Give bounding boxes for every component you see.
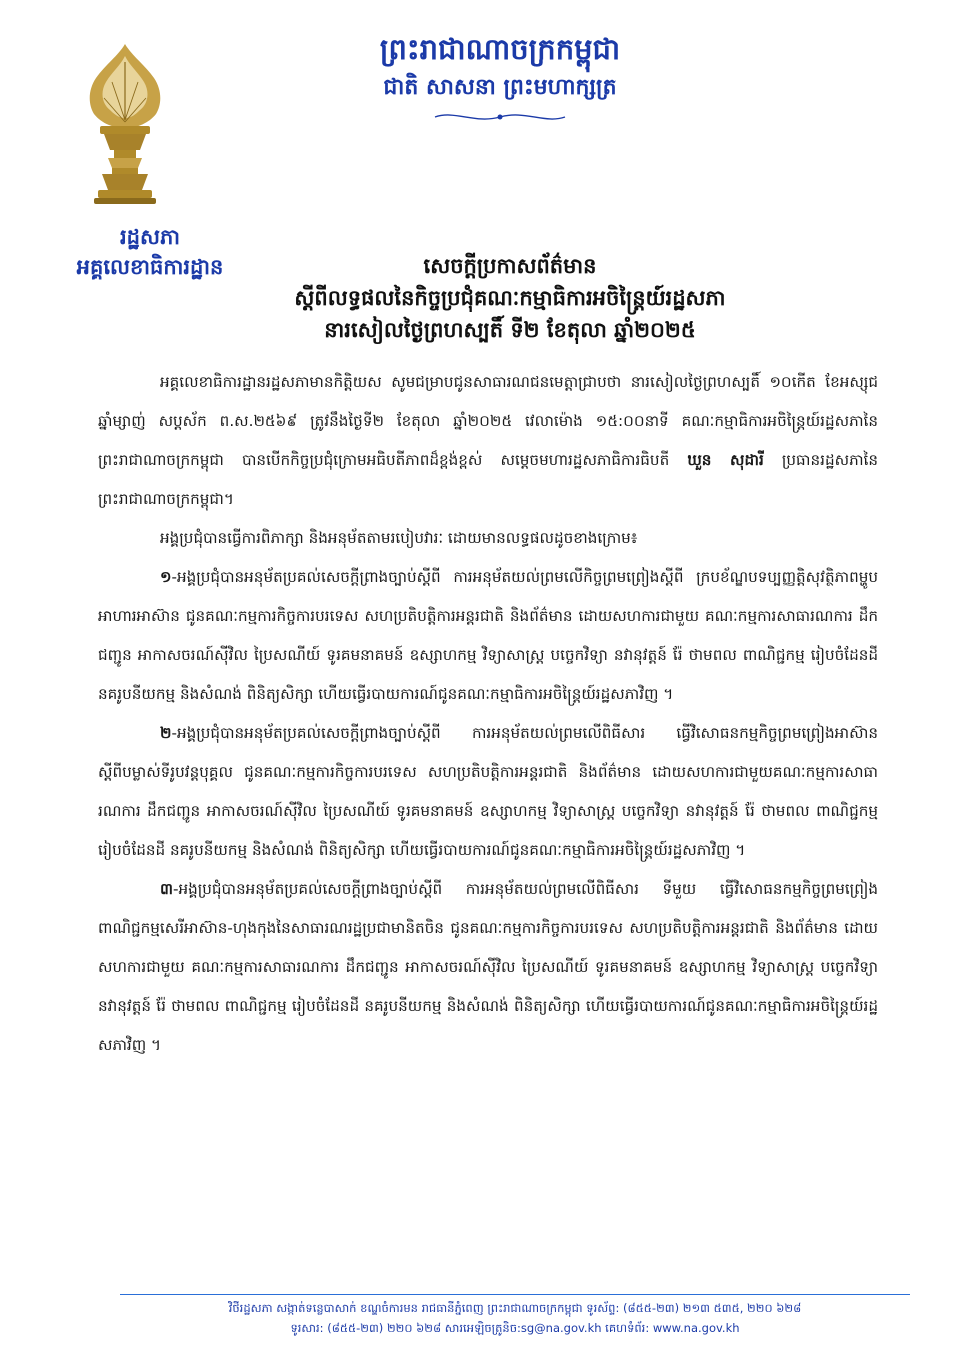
item-1-paragraph — [98, 558, 878, 714]
title-line3: នារសៀលថ្ងៃព្រហស្បតិ៍ ទី២ ខែតុលា ឆ្នាំ២០២៥ — [324, 318, 696, 342]
intro-end-text: ប្រធានរដ្ឋសភានៃព្រះរាជាណាចក្រកម្ពុជា។ — [98, 451, 878, 508]
announcement-body — [98, 363, 878, 1065]
intro-paragraph — [98, 363, 878, 519]
president-name: ឃួន សុដារី — [687, 451, 764, 469]
item-3-number: ៣ — [160, 880, 173, 898]
item-3-text: -អង្គប្រជុំបានអនុម័តប្រគល់សេចក្តីព្រាងច្បាប់ស្តីពី ការអនុម័តយល់ព្រមលើពិធីសារ ទីមួយ ធ្វើវិសោធនកម្មកិច្ចព្រមព្រៀងពាណិជ្ជកម្មសេរីអាស៊ាន-ហុងកុងនៃសាធារណរដ្ឋប្រជាមានិតចិន ជូនគណៈកម្មការកិច្ចការបរទេស សហប្រតិបត្តិការអន្តរជាតិ និងព័ត៌មាន ដោយសហការជាមួយ គណៈកម្មការសាធារណការ ដឹកជញ្ជូន អាកាសចរណ៍ស៊ីវិល ប្រៃសណីយ៍ ទូរគមនាគមន៍ ឧស្សាហកម្ម វិទ្យាសាស្ត្រ បច្ចេកវិទ្យា នវានុវត្តន៍ រ៉ែ ថាមពល ពាណិជ្ជកម្ម រៀបចំដែនដី នគរូបនីយកម្ម និងសំណង់ ពិនិត្យសិក្សា ហើយធ្វើរបាយការណ៍ជូនគណៈកម្មាធិការអចិន្ត្រៃយ៍រដ្ឋសភាវិញ ។ — [98, 880, 878, 1054]
item-2-paragraph — [98, 714, 878, 870]
department-block — [50, 222, 250, 282]
intro-text: អគ្គលេខាធិការដ្ឋានរដ្ឋសភាមានកិត្តិយស សូមជម្រាបជូនសាធារណជនមេត្តាជ្រាបថា នារសៀលថ្ងៃព្រហស្បតិ៍ ១០កើត ខែអស្សុជ ឆ្នាំម្សាញ់ សប្តស័ក ព.ស.២៥៦៩ ត្រូវនឹងថ្ងៃទី២ ខែតុលា ឆ្នាំ២០២៥ វេលាម៉ោង ១៥:០០នាទី គណៈកម្មាធិការអចិន្ត្រៃយ៍រដ្ឋសភានៃព្រះរាជាណាចក្រកម្ពុជា បានបើកកិច្ចប្រជុំក្រោមអធិបតីភាពដ៏ខ្ពង់ខ្ពស់ សម្តេចមហារដ្ឋសភាធិការធិបតី — [98, 373, 878, 469]
footer-divider — [120, 1294, 910, 1295]
ornament-divider-icon — [425, 110, 575, 124]
footer-address: វិថីរដ្ឋសភា សង្កាត់ទន្លេបាសាក់ ខណ្ឌចំការមន រាជធានីភ្នំពេញ ព្រះរាជាណាចក្រកម្ពុជា ទូរស័ព្ទ: (៨៥៥-២៣) ២១៣ ៥៣៥, ២២០ ៦២៨ — [228, 1301, 802, 1315]
footer-contacts: ទូរសារ: (៨៥៥-២៣) ២២០ ៦២៨ សារអេឡិចត្រូនិច:sg@na.gov.kh គេហទំព័រ: www.na.gov.kh — [290, 1321, 740, 1335]
kingdom-heading — [250, 28, 750, 128]
title-line1: សេចក្តីប្រកាសព័ត៌មាន — [423, 254, 597, 278]
footer-contact — [120, 1298, 910, 1338]
item-1-text: -អង្គប្រជុំបានអនុម័តប្រគល់សេចក្តីព្រាងច្បាប់ស្តីពី ការអនុម័តយល់ព្រមលើកិច្ចព្រមព្រៀងស្តីពី ក្របខ័ណ្ឌបទប្បញ្ញត្តិសុវត្ថិភាពម្ហូបអាហារអាស៊ាន ជូនគណៈកម្មការកិច្ចការបរទេស សហប្រតិបត្តិការអន្តរជាតិ និងព័ត៌មាន ដោយសហការជាមួយ គណៈកម្មការសាធារណការ ដឹកជញ្ជូន អាកាសចរណ៍ស៊ីវិល ប្រៃសណីយ៍ ទូរគមនាគមន៍ ឧស្សាហកម្ម វិទ្យាសាស្ត្រ បច្ចេកវិទ្យា នវានុវត្តន៍ រ៉ែ ថាមពល ពាណិជ្ជកម្ម រៀបចំដែនដី នគរូបនីយកម្ម និងសំណង់ ពិនិត្យសិក្សា ហើយធ្វើរបាយការណ៍ជូនគណៈកម្មាធិការអចិន្ត្រៃយ៍រដ្ឋសភាវិញ ។ — [98, 568, 878, 703]
item-2-text: -អង្គប្រជុំបានអនុម័តប្រគល់សេចក្តីព្រាងច្បាប់ស្តីពី ការអនុម័តយល់ព្រមលើពិធីសារ ធ្វើវិសោធនកម្មកិច្ចព្រមព្រៀងអាស៊ានស្តីពីបម្លាស់ទីរូបវន្តបុគ្គល ជូនគណៈកម្មការកិច្ចការបរទេស សហប្រតិបត្តិការអន្តរជាតិ និងព័ត៌មាន ដោយសហការជាមួយគណៈកម្មការសាធារណការ ដឹកជញ្ជូន អាកាសចរណ៍ស៊ីវិល ប្រៃសណីយ៍ ទូរគមនាគមន៍ ឧស្សាហកម្ម វិទ្យាសាស្ត្រ បច្ចេកវិទ្យា នវានុវត្តន៍ រ៉ែ ថាមពល ពាណិជ្ជកម្ម រៀបចំដែនដី នគរូបនីយកម្ម និងសំណង់ ពិនិត្យសិក្សា ហើយធ្វើរបាយការណ៍ជូនគណៈកម្មាធិការអចិន្ត្រៃយ៍រដ្ឋសភាវិញ ។ — [98, 724, 878, 859]
item-2-number: ២ — [160, 724, 172, 742]
kingdom-name: ព្រះរាជាណាចក្រកម្ពុជា — [379, 32, 621, 66]
department-line2: អគ្គលេខាធិការដ្ឋាន — [76, 255, 224, 279]
item-3-paragraph — [98, 870, 878, 1065]
department-line1: រដ្ឋសភា — [120, 225, 180, 249]
national-assembly-emblem-icon — [82, 42, 168, 210]
national-motto: ជាតិ សាសនា ព្រះមហាក្សត្រ — [383, 75, 617, 100]
lead-paragraph: អង្គប្រជុំបានធ្វើការពិភាក្សា និងអនុម័តតាមរបៀបវារៈ ដោយមានលទ្ធផលដូចខាងក្រោម៖ — [160, 529, 638, 547]
announcement-title — [230, 250, 790, 346]
item-1-number: ១ — [160, 568, 172, 586]
title-line2: ស្តីពីលទ្ធផលនៃកិច្ចប្រជុំគណៈកម្មាធិការអចិន្ត្រៃយ៍រដ្ឋសភា — [294, 286, 726, 310]
